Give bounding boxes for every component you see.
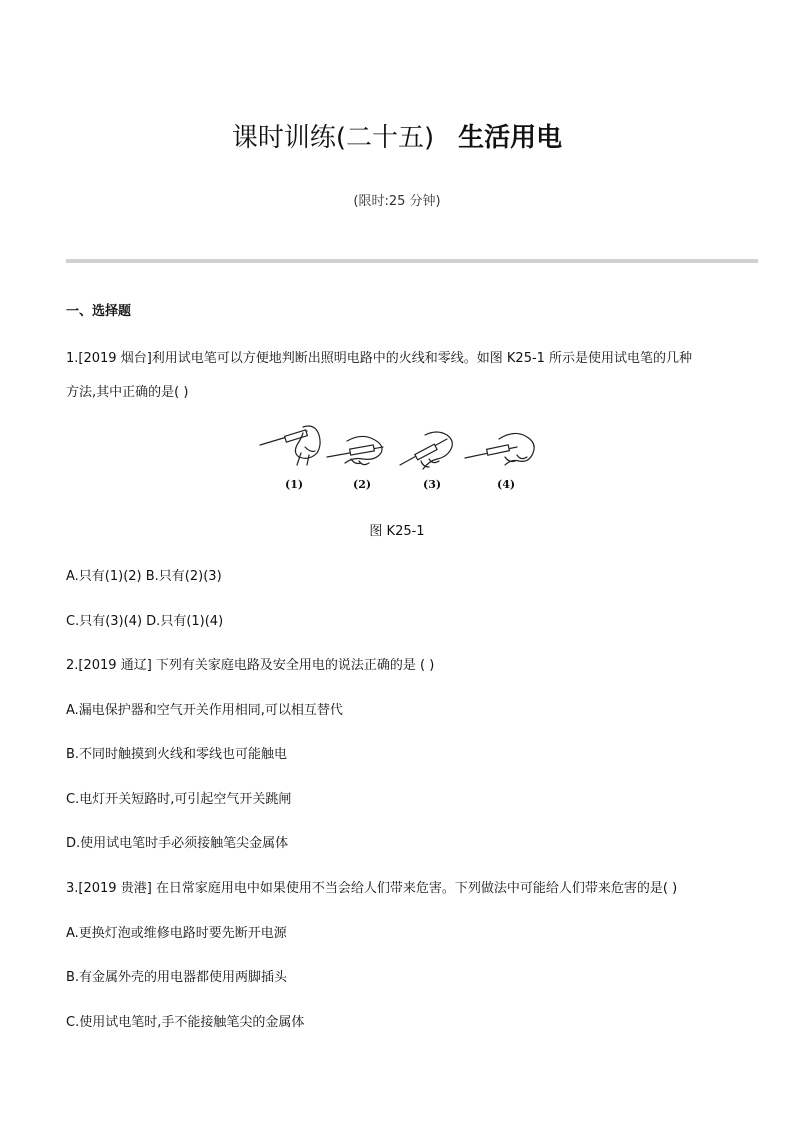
section-heading: 一、选择题 <box>66 304 132 319</box>
q2-stem: 2.[2019 通辽] 下列有关家庭电路及安全用电的说法正确的是 ( ) <box>66 658 435 673</box>
q3-option-b: B.有金属外壳的用电器都使用两脚插头 <box>66 970 288 985</box>
page-title <box>0 117 794 154</box>
figure-label-1: (1) <box>285 478 304 491</box>
q1-options-ab: A.只有(1)(2) B.只有(2)(3) <box>66 569 222 584</box>
q2-option-a: A.漏电保护器和空气开关作用相同,可以相互替代 <box>66 703 343 718</box>
title-main: 课时训练(二十五) <box>231 123 435 153</box>
q3-option-a: A.更换灯泡或维修电路时要先断开电源 <box>66 926 287 941</box>
figure-label-4: (4) <box>497 478 516 491</box>
figure-label-3: (3) <box>423 478 442 491</box>
figure-1-hand-pen-icon <box>260 426 320 465</box>
figure-4-hand-pen-icon <box>465 433 534 465</box>
time-limit: (限时:25 分钟) <box>353 194 441 209</box>
q1-stem-line1: 1.[2019 烟台]利用试电笔可以方便地判断出照明电路中的火线和零线。如图 K25-1 所示是使用试电笔的几种 <box>66 351 693 366</box>
figure-2-hand-pen-icon <box>327 436 383 464</box>
q3-stem: 3.[2019 贵港] 在日常家庭用电中如果使用不当会给人们带来危害。下列做法中可能给人们带来危害的是( ) <box>66 881 678 896</box>
figure-label-2: (2) <box>353 478 372 491</box>
divider <box>66 259 758 263</box>
q2-option-d: D.使用试电笔时手必须接触笔尖金属体 <box>66 836 289 851</box>
figure-caption: 图 K25-1 <box>369 524 425 539</box>
q1-stem-line2: 方法,其中正确的是( ) <box>66 385 189 400</box>
q1-options-cd: C.只有(3)(4) D.只有(1)(4) <box>66 614 224 629</box>
title-sub: 生活用电 <box>458 123 563 153</box>
q2-option-b: B.不同时触摸到火线和零线也可能触电 <box>66 747 288 762</box>
q3-option-c: C.使用试电笔时,手不能接触笔尖的金属体 <box>66 1015 305 1030</box>
figure-3-hand-pen-icon <box>400 432 452 469</box>
q2-option-c: C.电灯开关短路时,可引起空气开关跳闸 <box>66 792 292 807</box>
